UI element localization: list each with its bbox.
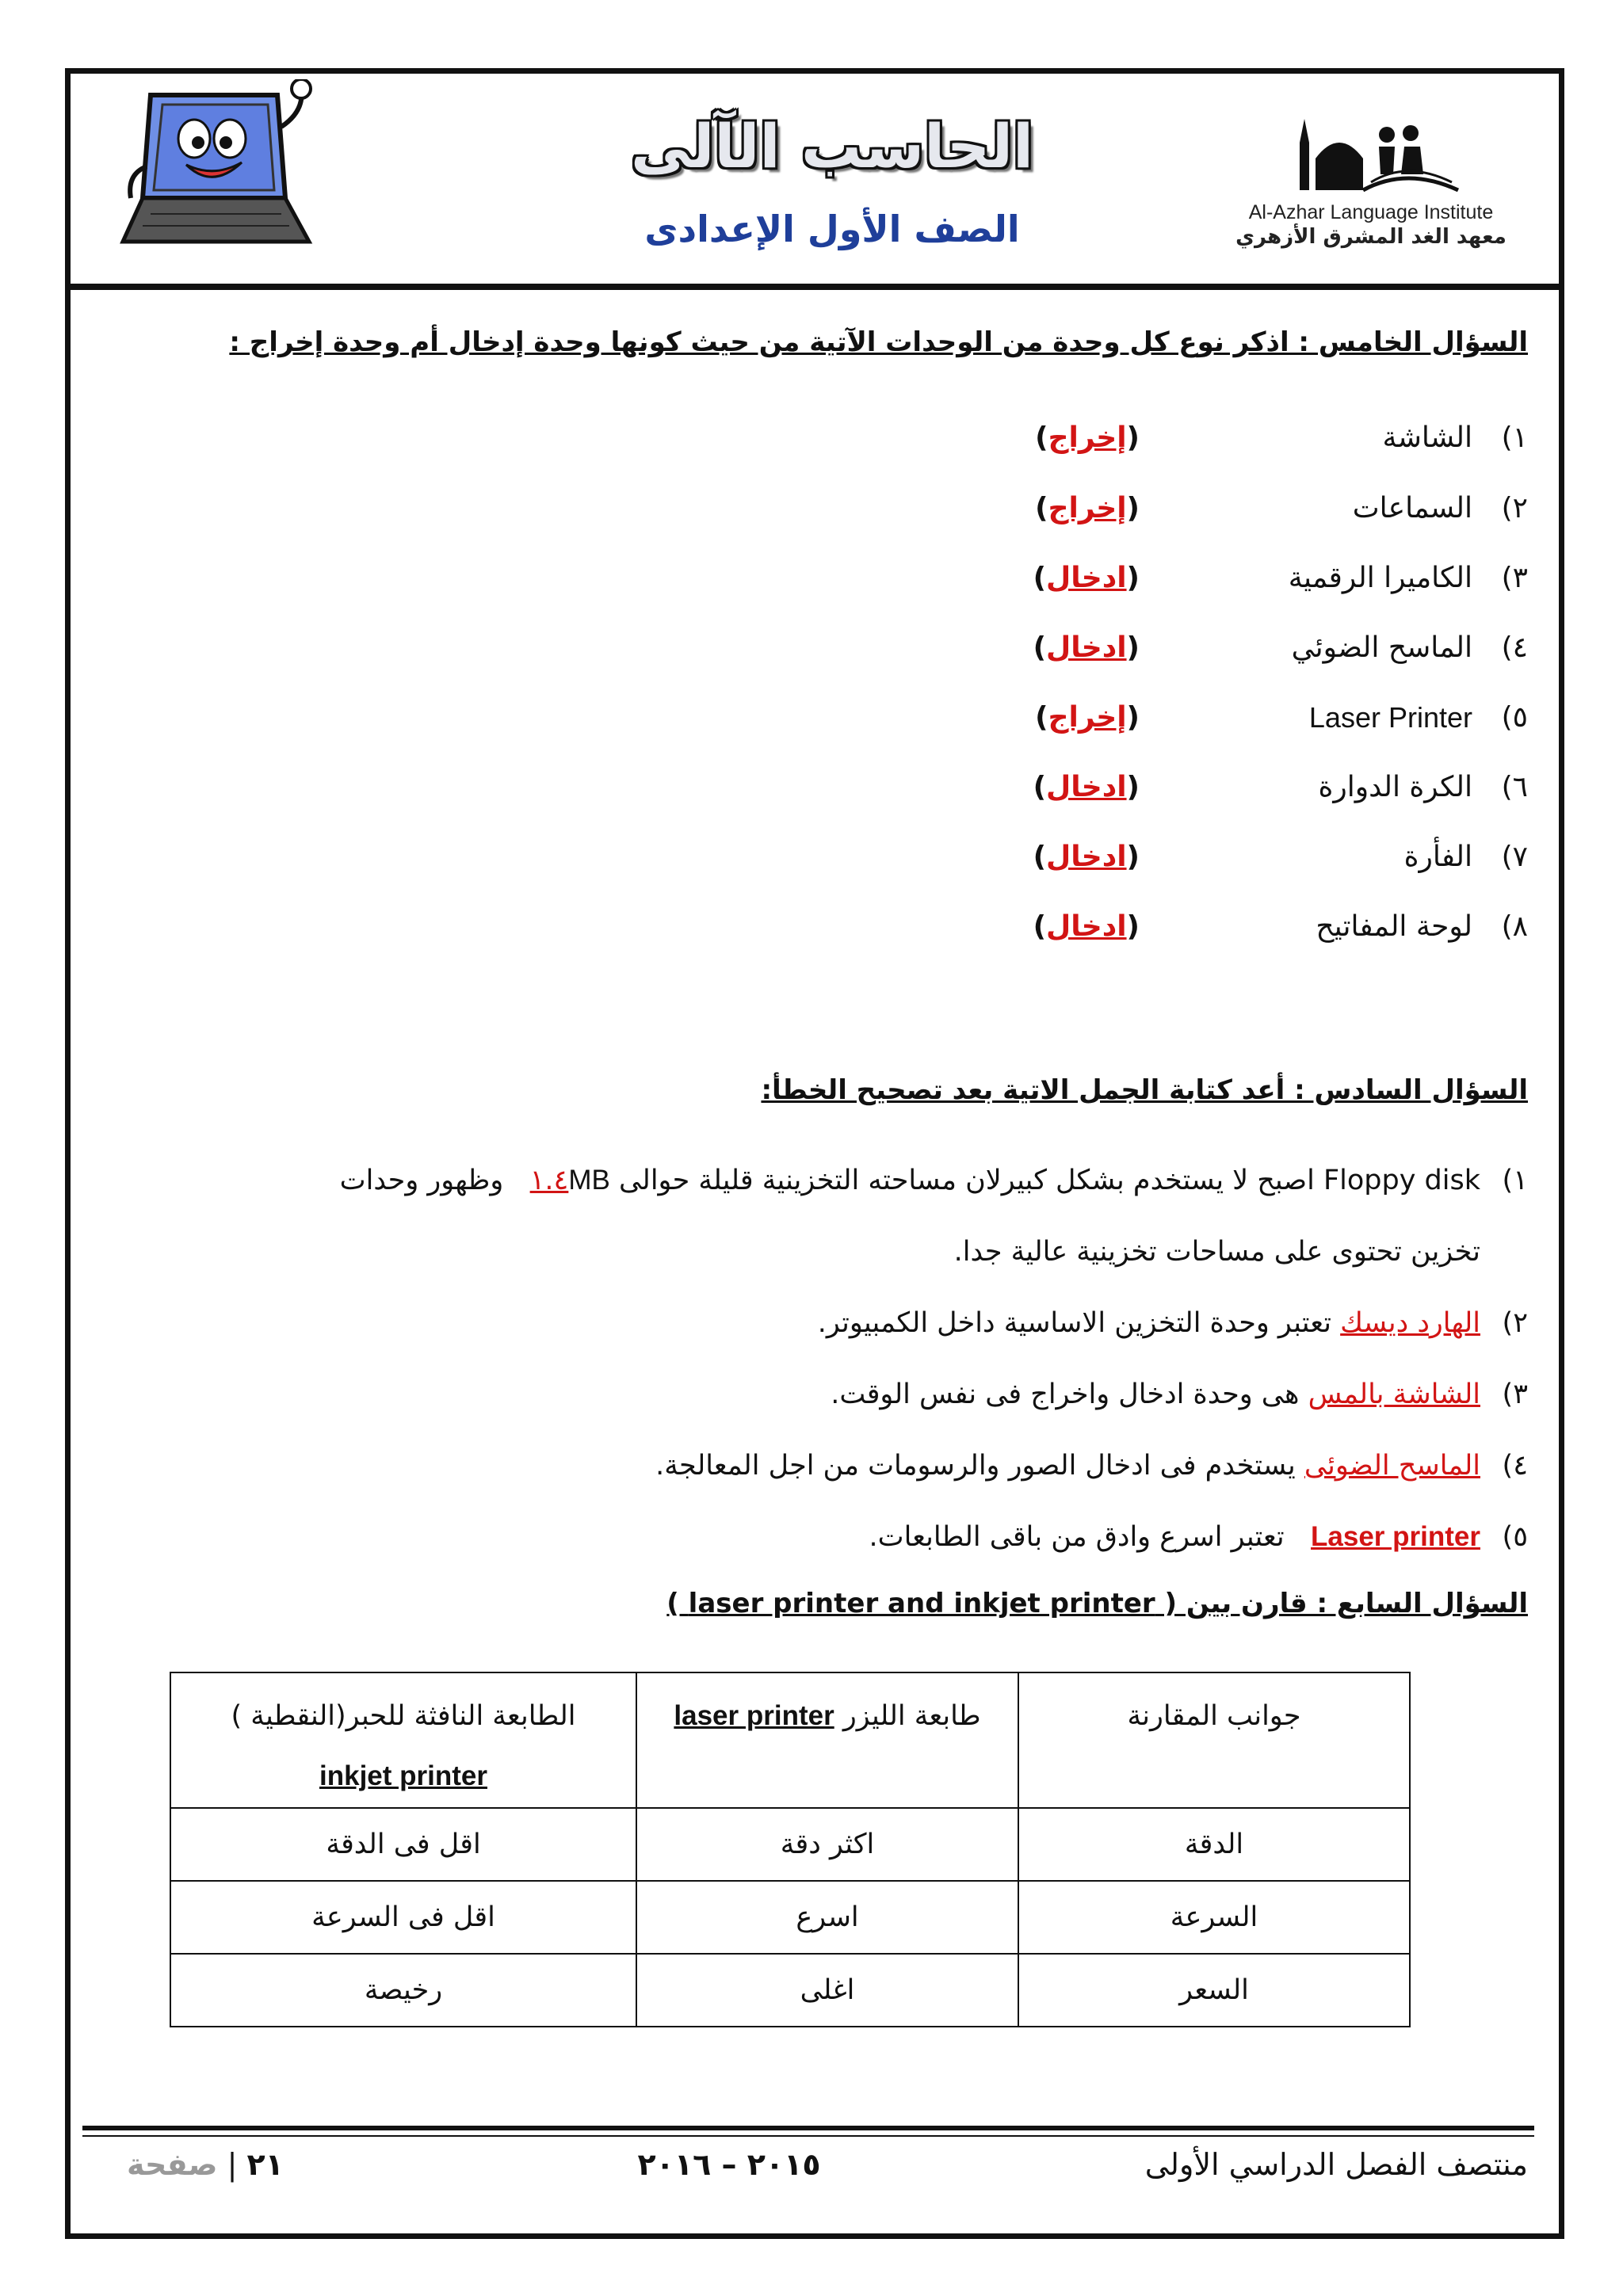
footer-divider-thin <box>82 2135 1534 2137</box>
laptop-mascot-icon <box>119 79 325 261</box>
page-title: الحاسب الآلى <box>630 111 1034 181</box>
list-item: ١) الشاشة (إخراج) <box>1035 421 1528 454</box>
list-item: ٥) Laser Printer (إخراج) <box>1035 701 1528 734</box>
q6-sentence-2: ٢)الهارد ديسك تعتبر وحدة التخزين الاساسية داخل الكمبيوتر. <box>817 1307 1528 1339</box>
list-item: ٤) الماسح الضوئي (ادخال) <box>1033 631 1528 664</box>
list-item: ٧) الفأرة (ادخال) <box>1033 841 1528 873</box>
q6-sentence-1: ١)Floppy disk اصبح لا يستخدم بشكل كبيرلان مساحته التخزينية قليلة حوالى ١.٤MB وظهور وحدات <box>339 1165 1528 1196</box>
footer-term: منتصف الفصل الدراسي الأولى <box>1144 2147 1528 2182</box>
q6-sentence-4: ٤)الماسح الضوئى يستخدم فى ادخال الصور والرسومات من اجل المعالجة. <box>655 1450 1528 1482</box>
q6-sentence-1-cont: تخزين تحتوى على مساحات تخزينية عالية جدا. <box>953 1236 1480 1268</box>
q6-sentence-3: ٣)الشاشة بالمس هى وحدة ادخال واخراج فى نفس الوقت. <box>831 1379 1528 1410</box>
table-row: السرعة اسرع اقل فى السرعة <box>170 1881 1410 1954</box>
q6-heading: السؤال السادس : أعد كتابة الجمل الاتية بعد تصحيح الخطأ: <box>761 1074 1528 1106</box>
q6-sentence-5: ٥)Laser printer تعتبر اسرع وادق من باقى الطابعات. <box>869 1521 1528 1553</box>
q7-heading: السؤال السابع : قارن بين ( laser printer and inkjet printer ) <box>666 1588 1528 1619</box>
table-header-row <box>170 1672 1410 1808</box>
table-row: السعر اغلى رخيصة <box>170 1954 1410 2027</box>
institute-name-ar: معهد الغد المشرق الأزهري <box>1235 225 1507 249</box>
page-number: ٢١ | صفحة <box>127 2147 284 2182</box>
institute-name-en: Al-Azhar Language Institute <box>1248 201 1494 223</box>
list-item: ٦) الكرة الدوارة (ادخال) <box>1033 771 1528 803</box>
header-divider <box>65 284 1564 290</box>
list-item: ٨) لوحة المفاتيح (ادخال) <box>1033 910 1528 943</box>
header-laser: طابعة الليزر laser printer <box>636 1672 1018 1808</box>
list-item: ٣) الكاميرا الرقمية (ادخال) <box>1033 562 1528 594</box>
header-aspect: جوانب المقارنة <box>1018 1672 1410 1808</box>
footer-year: ٢٠١٥ – ٢٠١٦ <box>637 2147 821 2182</box>
comparison-table <box>170 1672 1411 2027</box>
table-row: الدقة اكثر دقة اقل فى الدقة <box>170 1808 1410 1881</box>
footer-divider <box>82 2126 1534 2130</box>
header-inkjet: الطابعة النافثة للحبر(النقطية ) inkjet printer <box>170 1672 636 1808</box>
q5-heading: السؤال الخامس : اذكر نوع كل وحدة من الوحدات الآتية من حيث كونها وحدة إدخال أم وحدة إخراج : <box>229 326 1528 358</box>
list-item: ٢) السماعات (إخراج) <box>1035 492 1528 524</box>
page-subtitle: الصف الأول الإعدادى <box>644 208 1020 250</box>
